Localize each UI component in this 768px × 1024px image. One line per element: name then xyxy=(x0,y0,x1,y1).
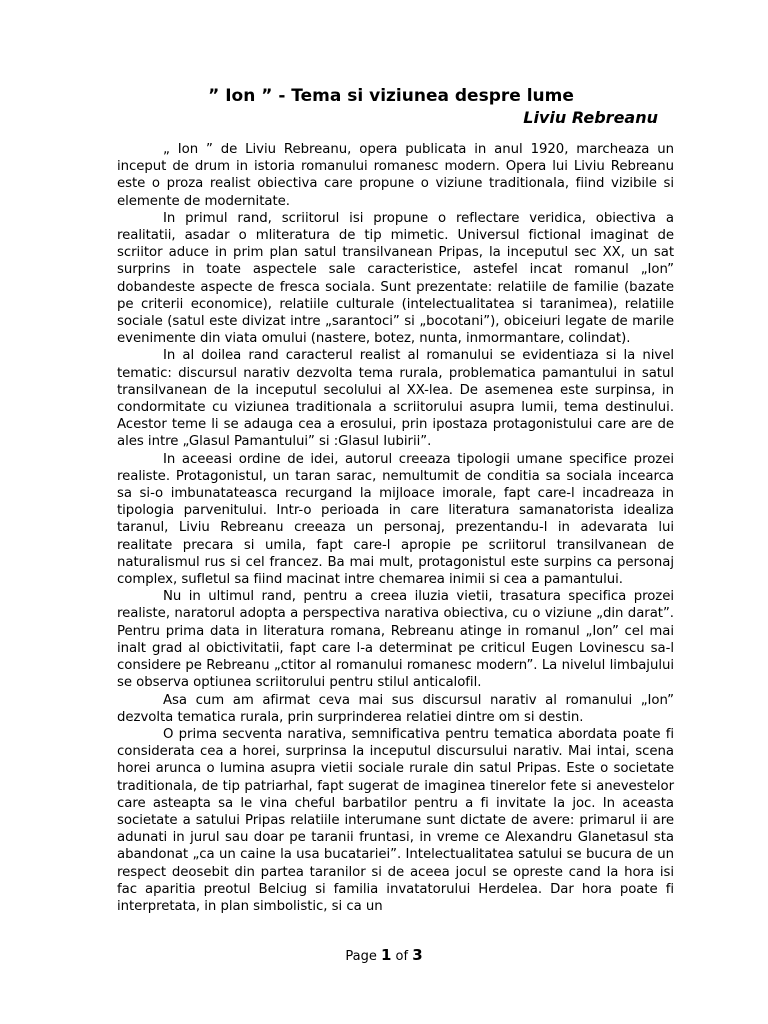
paragraph-2: In primul rand, scriitorul isi propune o reflectare veridica, obiectiva a realitatii, asadar o mliteratura de tip mimetic. Universul fictional imaginat de scriitor aduce in prim plan satul transilvanean Pripas, la inceputul sec XX, un sat surprins in toate aspectele sale caracteristice, astefel incat romanul „Ion” dobandeste aspecte de fresca sociala. Sunt prezentate: relatiile de familie (bazate pe criterii economice), relatiile culturale (intelectualitatea si taranimea), relatiile sociale (satul este divizat intre „sarantoci” si „bocotani”), obiceiuri legate de marile evenimente din viata omului (nastere, botez, nunta, inmormantare, colindat). xyxy=(117,210,674,347)
paragraph-4: In aceeasi ordine de idei, autorul creeaza tipologii umane specifice prozei realiste. Protagonistul, un taran sarac, nemultumit de conditia sa sociala incearca sa si-o imbunatateasca recurgand la mijloace imorale, fapt care-l incadreaza in tipologia parvenitului. Intr-o perioada in care literatura samanatorista idealiza taranul, Liviu Rebreanu creeaza un personaj, prezentandu-l in adevarata lui realitate precara si umila, fapt care-l apropie pe scriitorul transilvanean de naturalismul rus si cel francez. Ba mai mult, protagonistul este surpins ca personaj complex, sufletul sa fiind macinat intre chemarea inimii si cea a pamantului. xyxy=(117,451,674,588)
document-author: Liviu Rebreanu xyxy=(523,108,658,127)
page-footer xyxy=(0,945,768,967)
of-label: of xyxy=(395,949,409,964)
paragraph-3: In al doilea rand caracterul realist al romanului se evidentiaza si la nivel tematic: discursul narativ dezvolta tema rurala, problematica pamantului in satul transilvanean de la inceputul secolului al XX-lea. De asemenea este surpinsa, in condormitate cu viziunea traditionala a scriitorului asupra lumii, tema destinului. Acestor teme li se adauga cea a erosului, prin ipostaza protagonistului care are de ales intre „Glasul Pamantului” si :Glasul Iubirii”. xyxy=(117,348,674,450)
current-page-number: 1 xyxy=(380,946,392,964)
paragraph-1: „ Ion ” de Liviu Rebreanu, opera publicata in anul 1920, marcheaza un inceput de drum in istoria romanului romanesc modern. Opera lui Liviu Rebreanu este o proza realist obiectiva care propune o viziune traditionala, fiind vizibile si elemente de modernitate. xyxy=(117,142,674,209)
document-title: ” Ion ” - Tema si viziunea despre lume xyxy=(208,86,574,106)
document-body xyxy=(117,141,674,915)
paragraph-7: O prima secventa narativa, semnificativa pentru tematica abordata poate fi considerata cea a horei, surprinsa la inceputul discursului narativ. Mai intai, scena horei arunca o lumina asupra vietii sociale rurale din satul Pripas. Este o societate traditionala, de tip patriarhal, fapt sugerat de imaginea tinerelor fete si anevestelor care asteapta sa le vina cheful barbatilor pentru a fi invitate la joc. In aceasta societate a satului Pripas relatiile interumane sunt dictate de avere: primarul ii are adunati in jurul sau doar pe taranii fruntasi, in vreme ce Alexandru Glanetasul sta abandonat „ca un caine la usa bucatariei”. Intelectualitatea satului se bucura de un respect deosebit din partea taranilor si de aceea jocul se opreste cand la hora isi fac aparitia preotul Belciug si familia invatatorului Herdelea. Dar hora poate fi interpretata, in plan simbolistic, si ca un xyxy=(117,726,674,914)
paragraph-5: Nu in ultimul rand, pentru a creea iluzia vietii, trasatura specifica prozei realiste, naratorul adopta a perspectiva narativa obiectiva, cu o viziune „din darat”. Pentru prima data in literatura romana, Rebreanu atinge in romanul „Ion” cel mai inalt grad al obictivitatii, fapt care l-a determinat pe criticul Eugen Lovinescu sa-l considere pe Rebreanu „ctitor al romanului romanesc modern”. La nivelul limbajului se observa optiunea scriitorului pentru stilul anticalofil. xyxy=(117,589,674,691)
total-pages-number: 3 xyxy=(412,946,423,964)
page-label: Page xyxy=(345,949,377,964)
paragraph-6: Asa cum am afirmat ceva mai sus discursul narativ al romanului „Ion” dezvolta tematica rurala, prin surprinderea relatiei dintre om si destin. xyxy=(117,692,674,725)
